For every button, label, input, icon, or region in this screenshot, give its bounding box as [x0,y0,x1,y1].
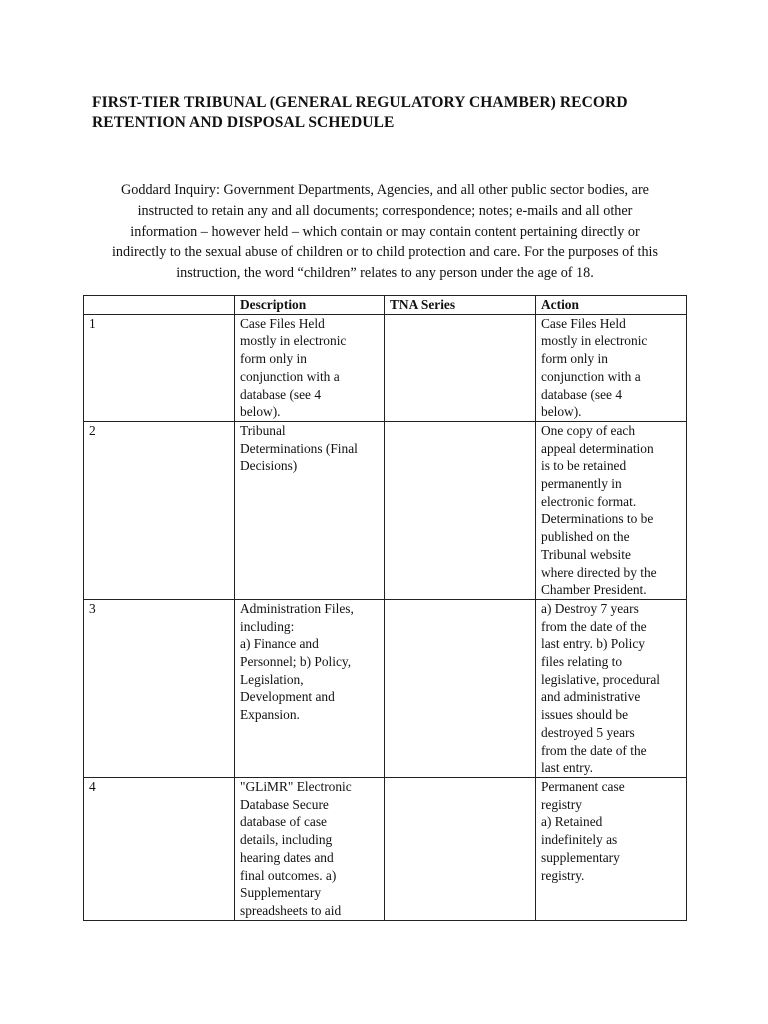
action-line: Tribunal website [541,546,631,562]
description-line: Supplementary [240,885,322,901]
row-action [536,314,687,421]
action-line: permanently in [541,476,622,492]
description-line: Database Secure [240,796,329,812]
action-line: destroyed 5 years [541,724,635,740]
notice-line: indirectly to the sexual abuse of children or to child protection and care. For the purposes of this [111,244,659,261]
action-line: indefinitely as [541,832,618,848]
action-line: files relating to [541,654,623,670]
description-line: Determinations (Final [240,440,358,456]
table-header-row [84,296,687,315]
action-line: registry [541,796,582,812]
action-line: a) Destroy 7 years [541,600,639,616]
description-line: Case Files Held [240,315,325,331]
row-description [235,421,385,599]
description-line: Tribunal [240,422,286,438]
description-line: including: [240,618,295,634]
description-line: Legislation, [240,671,304,687]
action-line: where directed by the [541,564,657,580]
row-tna-series [385,599,536,777]
action-line: database (see 4 [541,386,623,402]
action-line: One copy of each [541,422,636,438]
action-line: from the date of the [541,742,647,758]
row-number: 2 [84,421,235,599]
description-line: mostly in electronic [240,333,347,349]
table-row [84,314,687,421]
description-line: database (see 4 [240,386,322,402]
action-line: Case Files Held [541,315,626,331]
action-line: last entry. b) Policy [541,636,646,652]
row-action [536,421,687,599]
description-line: hearing dates and [240,849,334,865]
action-line: registry. [541,867,585,883]
description-line: "GLiMR" Electronic [240,778,352,794]
action-line: conjunction with a [541,368,641,384]
action-line: issues should be [541,707,629,723]
row-description [235,599,385,777]
retention-schedule-table [83,295,687,921]
action-line: last entry. [541,760,593,776]
table-row [84,599,687,777]
row-action [536,599,687,777]
description-line: Development and [240,689,335,705]
notice-line: instruction, the word “children” relates to any person under the age of 18. [176,265,594,282]
notice-line: Goddard Inquiry: Government Departments, Agencies, and all other public sector bodies, are [121,182,649,198]
table-row [84,421,687,599]
table-row [84,777,687,920]
action-line: mostly in electronic [541,333,648,349]
header-tna-series: TNA Series [385,296,536,315]
header-action: Action [536,296,687,315]
description-line: details, including [240,832,333,848]
document-title-line: RETENTION AND DISPOSAL SCHEDULE [92,114,395,131]
row-number: 4 [84,777,235,920]
description-line: below). [240,404,281,420]
header-description: Description [235,296,385,315]
action-line: is to be retained [541,458,627,474]
row-tna-series [385,421,536,599]
row-action [536,777,687,920]
description-line: Administration Files, [240,600,354,616]
row-description [235,777,385,920]
action-line: supplementary [541,849,620,865]
description-line: database of case [240,814,327,830]
description-line: spreadsheets to aid [240,902,342,918]
action-line: form only in [541,351,608,367]
row-tna-series [385,314,536,421]
description-line: conjunction with a [240,368,340,384]
description-line: final outcomes. a) [240,867,337,883]
document-title-line: FIRST-TIER TRIBUNAL (GENERAL REGULATORY CHAMBER) RECORD [92,94,628,111]
action-line: Chamber President. [541,582,647,598]
header-number [84,296,235,315]
action-line: electronic format. [541,493,637,509]
action-line: a) Retained [541,814,603,830]
row-description [235,314,385,421]
row-tna-series [385,777,536,920]
notice-line: instructed to retain any and all documents; correspondence; notes; e-mails and all other [137,202,633,219]
description-line: Decisions) [240,458,298,474]
document-title [92,93,652,133]
action-line: appeal determination [541,440,654,456]
action-line: legislative, procedural [541,671,660,687]
action-line: below). [541,404,582,420]
row-number: 3 [84,599,235,777]
action-line: and administrative [541,689,641,705]
action-line: from the date of the [541,618,647,634]
notice-line: information – however held – which contain or may contain content pertaining directly or [130,223,640,240]
description-line: a) Finance and [240,636,319,652]
action-line: Determinations to be [541,511,654,527]
action-line: Permanent case [541,778,625,794]
action-line: published on the [541,529,630,545]
description-line: Expansion. [240,707,300,723]
description-line: Personnel; b) Policy, [240,654,352,670]
row-number: 1 [84,314,235,421]
goddard-inquiry-notice [84,180,686,284]
description-line: form only in [240,351,307,367]
